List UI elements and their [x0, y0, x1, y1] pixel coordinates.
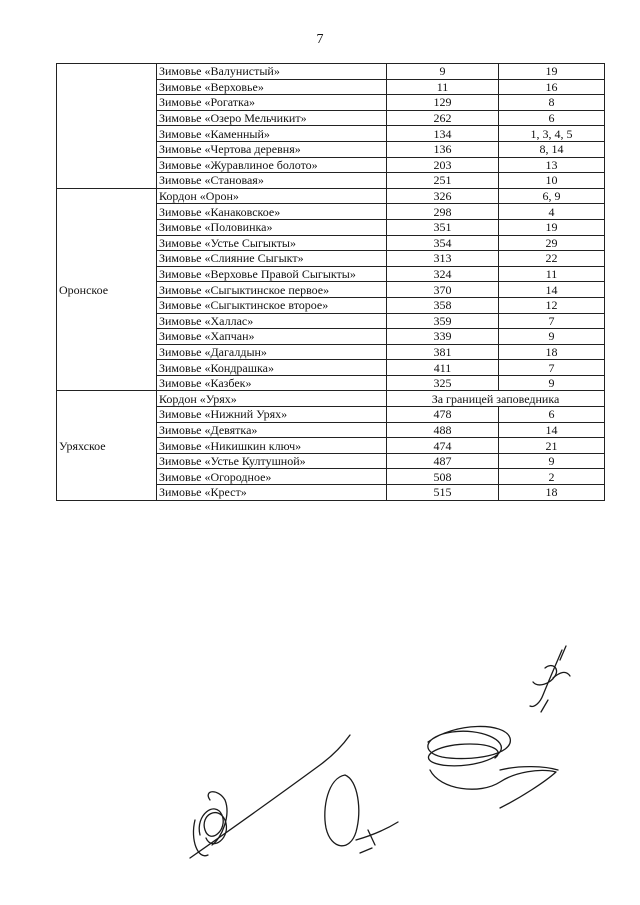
reference-cell: 6 [499, 110, 605, 126]
facility-name-cell: Зимовье «Озеро Мельчикит» [157, 110, 387, 126]
reference-cell: 22 [499, 251, 605, 267]
facility-name-cell: Зимовье «Журавлиное болото» [157, 157, 387, 173]
facility-name-cell: Зимовье «Дагалдын» [157, 344, 387, 360]
reference-cell: 21 [499, 438, 605, 454]
reference-cell: 12 [499, 297, 605, 313]
facility-name-cell: Зимовье «Хапчан» [157, 329, 387, 345]
facility-name-cell: Зимовье «Становая» [157, 173, 387, 189]
facility-name-cell: Зимовье «Сыгыктинское первое» [157, 282, 387, 298]
reference-cell: 10 [499, 173, 605, 189]
facility-name-cell: Зимовье «Казбек» [157, 375, 387, 391]
number-cell: 339 [387, 329, 499, 345]
facilities-table [56, 63, 605, 501]
number-cell: 370 [387, 282, 499, 298]
reference-cell: 14 [499, 422, 605, 438]
number-cell: 129 [387, 95, 499, 111]
facility-name-cell: Кордон «Орон» [157, 188, 387, 204]
table-row [57, 64, 605, 80]
facility-name-cell: Зимовье «Канаковское» [157, 204, 387, 220]
number-cell: 136 [387, 141, 499, 157]
number-cell: 381 [387, 344, 499, 360]
facility-name-cell: Зимовье «Рогатка» [157, 95, 387, 111]
facility-name-cell: Зимовье «Нижний Урях» [157, 407, 387, 423]
reference-cell: 6 [499, 407, 605, 423]
number-cell: 262 [387, 110, 499, 126]
number-cell: 11 [387, 79, 499, 95]
reference-cell: 19 [499, 64, 605, 80]
facility-name-cell: Зимовье «Никишкин ключ» [157, 438, 387, 454]
outside-reserve-note: За границей заповедника [387, 391, 605, 407]
number-cell: 487 [387, 453, 499, 469]
facility-name-cell: Зимовье «Халлас» [157, 313, 387, 329]
facility-name-cell: Зимовье «Кондрашка» [157, 360, 387, 376]
zone-cell [57, 64, 157, 189]
number-cell: 358 [387, 297, 499, 313]
number-cell: 203 [387, 157, 499, 173]
number-cell: 359 [387, 313, 499, 329]
reference-cell: 8, 14 [499, 141, 605, 157]
facility-name-cell: Зимовье «Валунистый» [157, 64, 387, 80]
table-body [57, 64, 605, 501]
facility-name-cell: Зимовье «Устье Култушной» [157, 453, 387, 469]
facility-name-cell: Кордон «Урях» [157, 391, 387, 407]
number-cell: 325 [387, 375, 499, 391]
facility-name-cell: Зимовье «Сыгыктинское второе» [157, 297, 387, 313]
reference-cell: 2 [499, 469, 605, 485]
facility-name-cell: Зимовье «Устье Сыгыкты» [157, 235, 387, 251]
reference-cell: 8 [499, 95, 605, 111]
reference-cell: 4 [499, 204, 605, 220]
facility-name-cell: Зимовье «Верховье» [157, 79, 387, 95]
number-cell: 508 [387, 469, 499, 485]
facility-name-cell: Зимовье «Девятка» [157, 422, 387, 438]
number-cell: 354 [387, 235, 499, 251]
facility-name-cell: Зимовье «Половинка» [157, 219, 387, 235]
reference-cell: 18 [499, 485, 605, 501]
zone-cell: Уряхское [57, 391, 157, 500]
number-cell: 134 [387, 126, 499, 142]
number-cell: 478 [387, 407, 499, 423]
reference-cell: 16 [499, 79, 605, 95]
reference-cell: 14 [499, 282, 605, 298]
reference-cell: 7 [499, 360, 605, 376]
table-row [57, 188, 605, 204]
number-cell: 9 [387, 64, 499, 80]
reference-cell: 1, 3, 4, 5 [499, 126, 605, 142]
page-number: 7 [316, 32, 324, 47]
number-cell: 488 [387, 422, 499, 438]
facility-name-cell: Зимовье «Крест» [157, 485, 387, 501]
number-cell: 298 [387, 204, 499, 220]
number-cell: 515 [387, 485, 499, 501]
reference-cell: 7 [499, 313, 605, 329]
zone-cell: Оронское [57, 188, 157, 391]
facility-name-cell: Зимовье «Чертова деревня» [157, 141, 387, 157]
facility-name-cell: Зимовье «Огородное» [157, 469, 387, 485]
facility-name-cell: Зимовье «Слияние Сыгыкт» [157, 251, 387, 267]
facility-name-cell: Зимовье «Верховье Правой Сыгыкты» [157, 266, 387, 282]
table-row [57, 391, 605, 407]
facility-name-cell: Зимовье «Каменный» [157, 126, 387, 142]
number-cell: 474 [387, 438, 499, 454]
reference-cell: 9 [499, 329, 605, 345]
reference-cell: 18 [499, 344, 605, 360]
number-cell: 351 [387, 219, 499, 235]
reference-cell: 9 [499, 375, 605, 391]
reference-cell: 13 [499, 157, 605, 173]
number-cell: 324 [387, 266, 499, 282]
number-cell: 411 [387, 360, 499, 376]
number-cell: 251 [387, 173, 499, 189]
number-cell: 326 [387, 188, 499, 204]
reference-cell: 29 [499, 235, 605, 251]
reference-cell: 19 [499, 219, 605, 235]
reference-cell: 6, 9 [499, 188, 605, 204]
reference-cell: 9 [499, 453, 605, 469]
reference-cell: 11 [499, 266, 605, 282]
number-cell: 313 [387, 251, 499, 267]
